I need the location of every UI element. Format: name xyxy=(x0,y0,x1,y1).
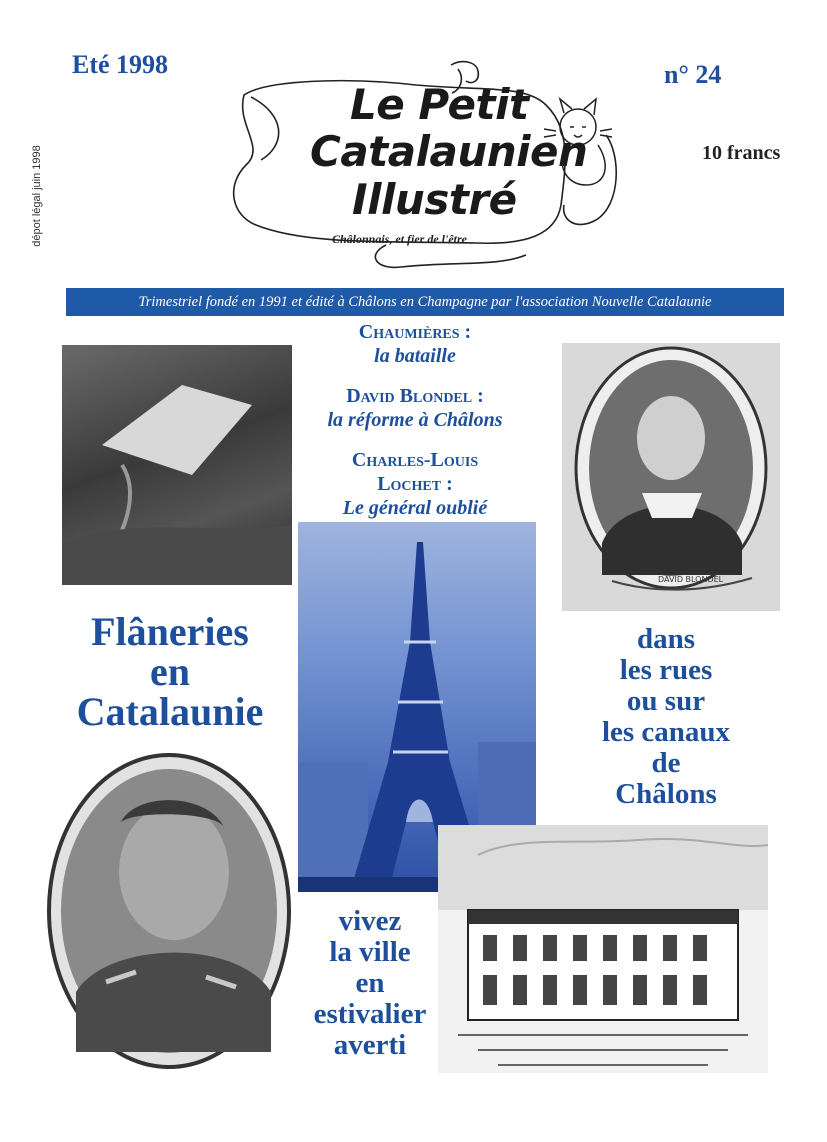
toc-subtitle: la réforme à Châlons xyxy=(327,409,503,431)
legal-deposit: dépot légal juin 1998 xyxy=(30,145,43,247)
feature-headline xyxy=(40,609,300,734)
masthead-logo xyxy=(226,55,626,280)
lochet-medallion-photo xyxy=(46,752,292,1070)
toc-item-chaumieres xyxy=(300,320,530,368)
logo-tagline: Châlonnais, et fier de l'être xyxy=(332,232,467,246)
cottage-illustration xyxy=(62,345,292,585)
engraving-thatched-cottage-photo xyxy=(62,345,292,585)
logo-title-line3: Illustré xyxy=(352,175,517,224)
portrait-engraving xyxy=(562,343,780,611)
building-illustration xyxy=(438,825,768,1073)
logo-title-line1: Le Petit xyxy=(350,80,529,129)
building-engraving-photo xyxy=(438,825,768,1073)
teaser-line: la ville xyxy=(329,936,411,968)
feature-line: Flâneries xyxy=(91,609,249,654)
toc-heading: Charles-Louis xyxy=(351,449,479,471)
toc-heading: David Blondel : xyxy=(346,385,484,407)
teaser-line: averti xyxy=(333,1029,407,1061)
toc-subtitle: la bataille xyxy=(374,345,456,367)
toc-item-blondel xyxy=(300,384,530,432)
teaser-line: estivalier xyxy=(313,998,427,1030)
medallion-illustration xyxy=(46,752,292,1070)
teaser-line: les canaux xyxy=(601,716,731,748)
feature-line: en xyxy=(150,649,190,694)
logo-title-line2: Catalaunien xyxy=(310,127,588,176)
issue-date: Eté 1998 xyxy=(72,50,169,79)
price: 10 francs xyxy=(702,142,781,164)
feature-line: Catalaunie xyxy=(76,689,264,734)
summer-teaser xyxy=(300,906,440,1061)
portrait-caption: DAVID BLONDEL xyxy=(658,575,724,584)
teaser-line: de xyxy=(651,747,681,779)
issue-number: n° 24 xyxy=(664,60,722,89)
toc-heading: Lochet : xyxy=(377,473,453,495)
toc-item-lochet xyxy=(300,448,530,520)
david-blondel-portrait xyxy=(562,343,780,611)
teaser-line: les rues xyxy=(619,654,713,686)
teaser-line: ou sur xyxy=(626,685,706,717)
publication-banner: Trimestriel fondé en 1991 et édité à Châlons en Champagne par l'association Nouvelle Catalaunie xyxy=(66,288,784,316)
toc-subtitle: Le général oublié xyxy=(342,497,488,519)
teaser-line: Châlons xyxy=(615,778,717,810)
teaser-line: dans xyxy=(636,623,696,655)
toc-heading: Chaumières : xyxy=(358,321,472,343)
teaser-line: en xyxy=(355,967,385,999)
teaser-line: vivez xyxy=(338,905,402,937)
streets-teaser xyxy=(556,624,776,810)
